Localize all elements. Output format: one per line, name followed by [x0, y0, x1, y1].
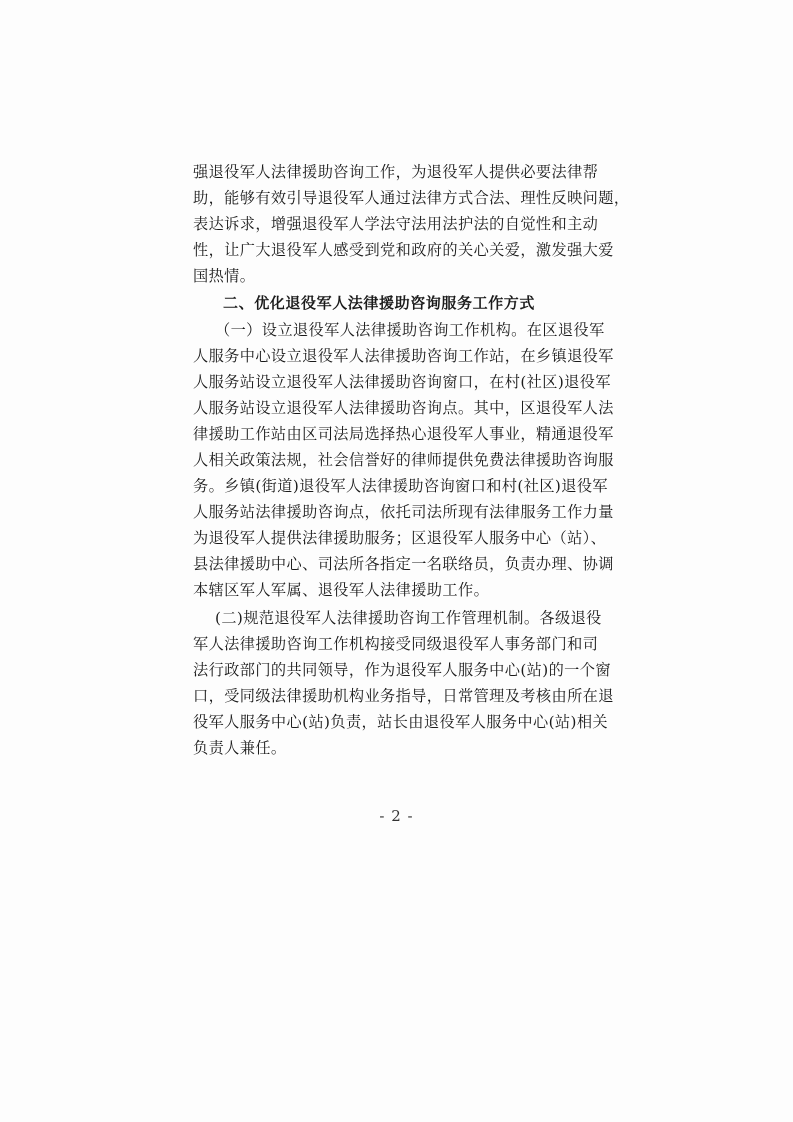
paragraph-line: 人服务中心设立退役军人法律援助咨询工作站，在乡镇退役军	[193, 347, 614, 365]
paragraph-line: 人服务站设立退役军人法律援助咨询窗口，在村(社区)退役军	[193, 373, 611, 391]
paragraph-line: 助，能够有效引导退役军人通过法律方式合法、理性反映问题，	[193, 189, 630, 207]
paragraph-line: 务。乡镇(街道)退役军人法律援助咨询窗口和村(社区)退役军	[193, 477, 608, 495]
paragraph-line: 为退役军人提供法律援助服务；区退役军人服务中心（站）、	[193, 529, 607, 547]
paragraph-line: 律援助工作站由区司法局选择热心退役军人事业，精通退役军	[193, 425, 614, 443]
document-body	[193, 159, 630, 761]
paragraph-line: 人服务站设立退役军人法律援助咨询点。其中，区退役军人法	[193, 399, 614, 417]
paragraph-line: 法行政部门的共同领导，作为退役军人服务中心(站)的一个窗	[193, 661, 611, 679]
paragraph-line: 县法律援助中心、司法所各指定一名联络员，负责办理、协调	[193, 555, 614, 573]
paragraph-line: 表达诉求，增强退役军人学法守法用法护法的自觉性和主动	[193, 215, 599, 233]
paragraph-line: 强退役军人法律援助咨询工作，为退役军人提供必要法律帮	[193, 163, 599, 181]
paragraph-line: 负责人兼任。	[193, 739, 287, 757]
paragraph-line: 人服务站法律援助咨询点，依托司法所现有法律服务工作力量	[193, 503, 614, 521]
paragraph-line: 役军人服务中心(站)负责，站长由退役军人服务中心(站)相关	[193, 713, 608, 731]
paragraph-line: (二)规范退役军人法律援助咨询工作管理机制。各级退役	[215, 609, 602, 627]
paragraph-line: （一）设立退役军人法律援助咨询工作机构。在区退役军	[215, 321, 605, 339]
paragraph-line: 口，受同级法律援助机构业务指导，日常管理及考核由所在退	[193, 687, 614, 705]
paragraph-line: 军人法律援助咨询工作机构接受同级退役军人事务部门和司	[193, 635, 599, 653]
paragraph-line: 国热情。	[193, 267, 256, 285]
paragraph-line: 人相关政策法规，社会信誉好的律师提供免费法律援助咨询服	[193, 451, 614, 469]
paragraph-line: 本辖区军人军属、退役军人法律援助工作。	[193, 581, 490, 599]
paragraph-line: 性，让广大退役军人感受到党和政府的关心关爱，激发强大爱	[193, 241, 614, 259]
section-heading: 二、优化退役军人法律援助咨询服务工作方式	[223, 294, 536, 312]
page-number: - 2 -	[379, 807, 414, 825]
